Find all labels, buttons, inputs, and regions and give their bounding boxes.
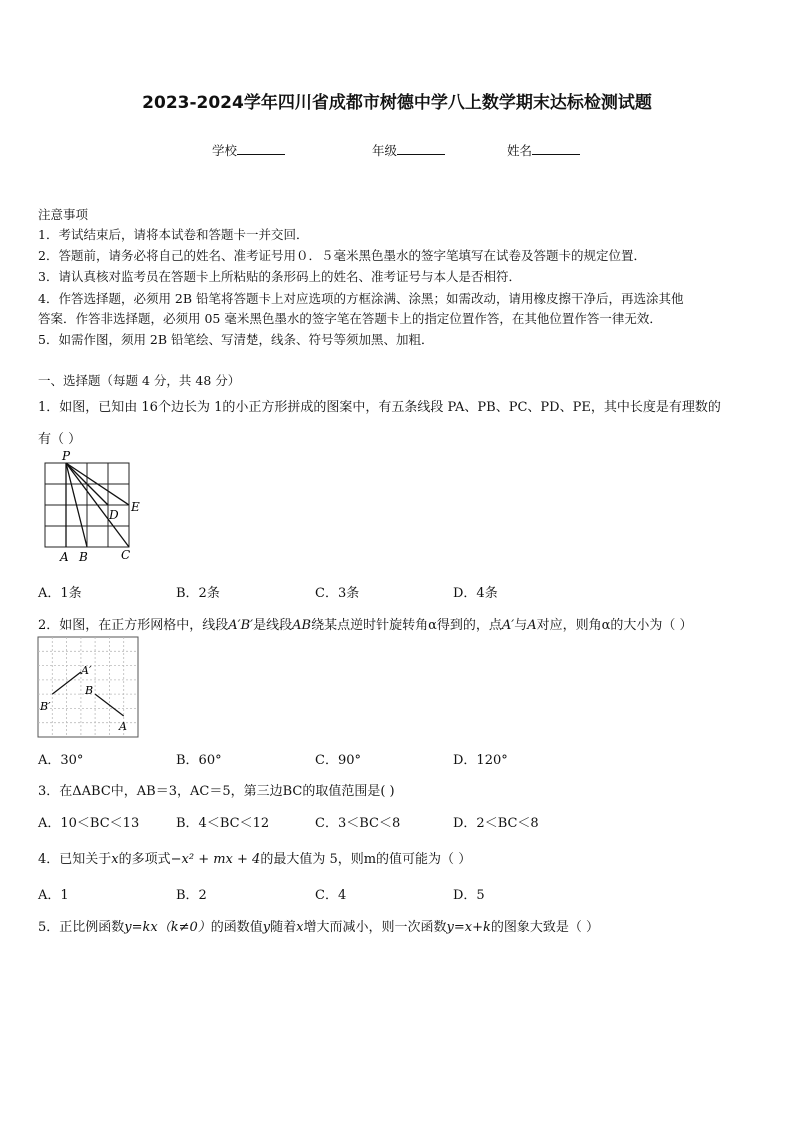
q1-grid xyxy=(45,463,129,547)
label-b: B xyxy=(85,684,94,697)
grade-label: 年级 xyxy=(372,143,398,158)
page-title: 2023-2024学年四川省成都市树德中学八上数学期末达标检测试题 xyxy=(142,93,652,113)
q4-text-mid: 的多项式 xyxy=(118,852,171,867)
q3-option-b[interactable]: B．4＜BC＜12 xyxy=(176,816,270,831)
q5-text-post: 的图象大致是（ ） xyxy=(490,920,600,935)
q2-option-c[interactable]: C．90° xyxy=(315,753,361,768)
school-field xyxy=(212,141,285,159)
q3-option-d[interactable]: D．2＜BC＜8 xyxy=(453,816,539,831)
school-blank xyxy=(237,142,285,155)
q3-option-c[interactable]: C．3＜BC＜8 xyxy=(315,816,401,831)
q2-point-a1: A′ xyxy=(501,618,515,633)
name-blank xyxy=(532,142,580,155)
note-item: 5．如需作图，须用 2B 铅笔绘、写清楚，线条、符号等须加黑、加粗． xyxy=(38,332,434,347)
q2-text-mid3: 与 xyxy=(514,618,528,633)
note-item: 2．答题前，请务必将自己的姓名、准考证号用０．５毫米黑色墨水的签字笔填写在试卷及答题卡的规定位置． xyxy=(38,248,646,263)
label-p: P xyxy=(62,449,71,463)
q3-option-a[interactable]: A．10＜BC＜13 xyxy=(38,816,140,831)
q1-option-a[interactable]: A．1条 xyxy=(38,586,82,601)
q2-text-pre: 2．如图，在正方形网格中，线段 xyxy=(38,618,229,633)
label-d: D xyxy=(109,508,119,522)
q2-option-d[interactable]: D．120° xyxy=(453,753,508,768)
q4-option-b[interactable]: B．2 xyxy=(176,888,207,903)
q5-text-pre: 5．正比例函数 xyxy=(38,920,125,935)
q1-stem-line2: 有（ ） xyxy=(38,432,82,447)
label-e: E xyxy=(131,500,140,514)
q5-function-1: y=kx（k≠0） xyxy=(124,920,211,935)
q2-option-b[interactable]: B．60° xyxy=(176,753,222,768)
q4-text-post: 的最大值为 5，则m的值可能为（ ） xyxy=(260,852,472,867)
note-item: 3．请认真核对监考员在答题卡上所粘贴的条形码上的姓名、准考证号与本人是否相符． xyxy=(38,269,521,284)
q2-segment-a1b1: A′B′ xyxy=(228,618,254,633)
q2-point-a: A xyxy=(527,618,537,633)
note-item: 4．作答选择题，必须用 2B 铅笔将答题卡上对应选项的方框涂满、涂黑；如需改动，请用橡皮擦干净后，再选涂其他 xyxy=(38,291,684,306)
label-a: A xyxy=(119,720,127,733)
q4-text-pre: 4．已知关于 xyxy=(38,852,112,867)
q1-option-c[interactable]: C．3条 xyxy=(315,586,360,601)
q4-variable: x xyxy=(111,852,119,867)
notes-heading: 注意事项 xyxy=(38,207,89,222)
label-c: C xyxy=(121,548,131,562)
q2-text-post: 对应，则角α的大小为（ ） xyxy=(536,618,693,633)
note-item: 答案．作答非选择题，必须用 05 毫米黑色墨水的签字笔在答题卡上的指定位置作答，在其他位置作答一律无效． xyxy=(38,311,662,326)
q2-text-mid2: 绕某点逆时针旋转角α得到的，点 xyxy=(311,618,502,633)
q4-option-d[interactable]: D．5 xyxy=(453,888,485,903)
q2-option-a[interactable]: A．30° xyxy=(38,753,84,768)
name-field xyxy=(507,141,580,159)
q1-stem-line1: 1．如图，已知由 16个边长为 1的小正方形拼成的图案中，有五条线段 PA、PB、PC、PD、PE，其中长度是有理数的 xyxy=(38,400,721,415)
q5-stem xyxy=(38,916,599,935)
name-label: 姓名 xyxy=(507,143,533,158)
label-b: B xyxy=(79,550,88,564)
q5-text-mid1: 的函数值 xyxy=(210,920,263,935)
q5-text-mid3: 增大而减小，则一次函数 xyxy=(303,920,447,935)
q4-option-a[interactable]: A．1 xyxy=(38,888,69,903)
q5-function-2: y=x+k xyxy=(446,920,491,935)
section-heading: 一、选择题（每题 4 分，共 48 分） xyxy=(38,373,241,388)
q2-segment-ab: AB xyxy=(292,618,312,633)
q4-expression: −x² + mx + 4 xyxy=(170,852,261,867)
school-label: 学校 xyxy=(212,143,238,158)
q1-option-d[interactable]: D．4条 xyxy=(453,586,498,601)
label-a1: A′ xyxy=(81,664,92,677)
note-item: 1．考试结束后，请将本试卷和答题卡一并交回． xyxy=(38,227,309,242)
q1-option-b[interactable]: B．2条 xyxy=(176,586,220,601)
q5-text-mid2: 随着 xyxy=(270,920,297,935)
q5-var-y: y xyxy=(262,920,271,935)
grade-blank xyxy=(397,142,445,155)
q2-figure xyxy=(37,636,141,740)
q2-text-mid1: 是线段 xyxy=(253,618,293,633)
q4-stem xyxy=(38,848,471,867)
q3-stem: 3．在ΔABC中，AB＝3，AC＝5，第三边BC的取值范围是( ) xyxy=(38,784,395,799)
q4-option-c[interactable]: C．4 xyxy=(315,888,347,903)
label-a: A xyxy=(60,550,69,564)
grade-field xyxy=(372,141,445,159)
label-b1: B′ xyxy=(40,700,51,713)
q5-var-x: x xyxy=(296,920,304,935)
q2-stem xyxy=(38,614,693,633)
q1-figure xyxy=(36,449,146,567)
